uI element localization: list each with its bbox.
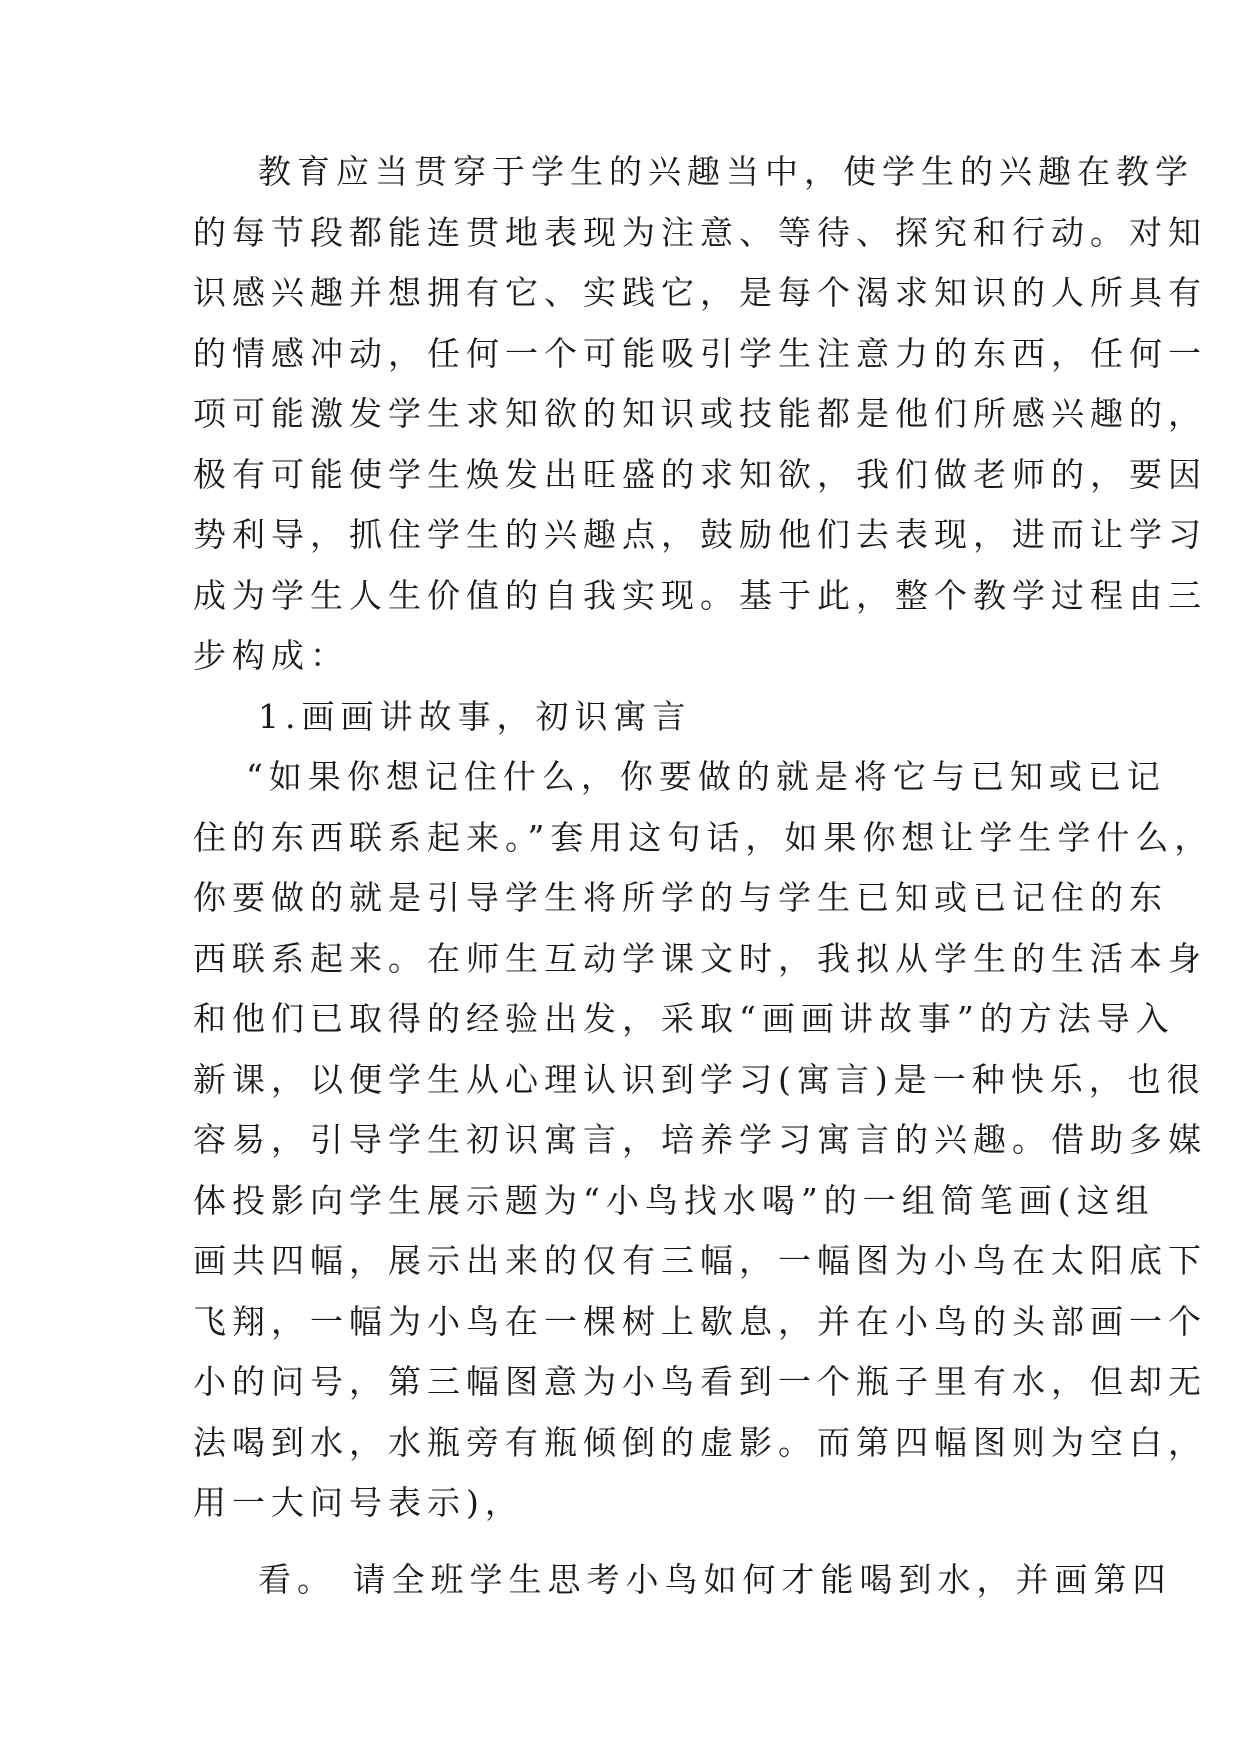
paragraph-line: 画共四幅，展示出来的仅有三幅，一幅图为小鸟在太阳底下 [193,1241,1207,1280]
paragraph-line: 的情感冲动，任何一个可能吸引学生注意力的东西，任何一 [193,334,1207,373]
paragraph-line: 势利导，抓住学生的兴趣点，鼓励他们去表现，进而让学习 [193,515,1207,554]
paragraph-line: 容易，引导学生初识寓言，培养学习寓言的兴趣。借助多媒 [193,1120,1207,1159]
paragraph-line: “如果你想记住什么，你要做的就是将它与已知或已记 [246,757,1166,796]
paragraph-line: 的每节段都能连贯地表现为注意、等待、探究和行动。对知 [193,213,1207,252]
paragraph-line: 法喝到水，水瓶旁有瓶倾倒的虚影。而第四幅图则为空白， [193,1423,1207,1462]
paragraph-line: 识感兴趣并想拥有它、实践它，是每个渴求知识的人所具有 [193,273,1207,312]
paragraph-line: 小的问号，第三幅图意为小鸟看到一个瓶子里有水，但却无 [193,1362,1207,1401]
paragraph-line: 用一大问号表示)， [193,1483,524,1522]
paragraph-line: 住的东西联系起来。”套用这句话，如果你想让学生学什么， [193,818,1214,857]
section-heading: 1.画画讲故事，初识寓言 [258,697,692,736]
paragraph-line: 和他们已取得的经验出发，采取“画画讲故事”的方法导入 [193,999,1175,1038]
paragraph-line: 教育应当贯穿于学生的兴趣当中，使学生的兴趣在教学 [258,152,1194,191]
paragraph-line: 项可能激发学生求知欲的知识或技能都是他们所感兴趣的， [193,394,1207,433]
paragraph-line: 步构成： [193,636,349,675]
paragraph-line: 新课，以便学生从心理认识到学习(寓言)是一种快乐，也很 [193,1060,1206,1099]
paragraph-line: 看。 请全班学生思考小鸟如何才能喝到水，并画第四 [258,1560,1172,1599]
paragraph-line: 西联系起来。在师生互动学课文时，我拟从学生的生活本身 [193,939,1207,978]
paragraph-line: 你要做的就是引导学生将所学的与学生已知或已记住的东 [193,878,1168,917]
paragraph-line: 体投影向学生展示题为“小鸟找水喝”的一组简笔画(这组 [193,1181,1155,1220]
paragraph-line: 极有可能使学生焕发出旺盛的求知欲，我们做老师的，要因 [193,455,1207,494]
paragraph-line: 飞翔，一幅为小鸟在一棵树上歇息，并在小鸟的头部画一个 [193,1302,1207,1341]
paragraph-line: 成为学生人生价值的自我实现。基于此，整个教学过程由三 [193,576,1207,615]
